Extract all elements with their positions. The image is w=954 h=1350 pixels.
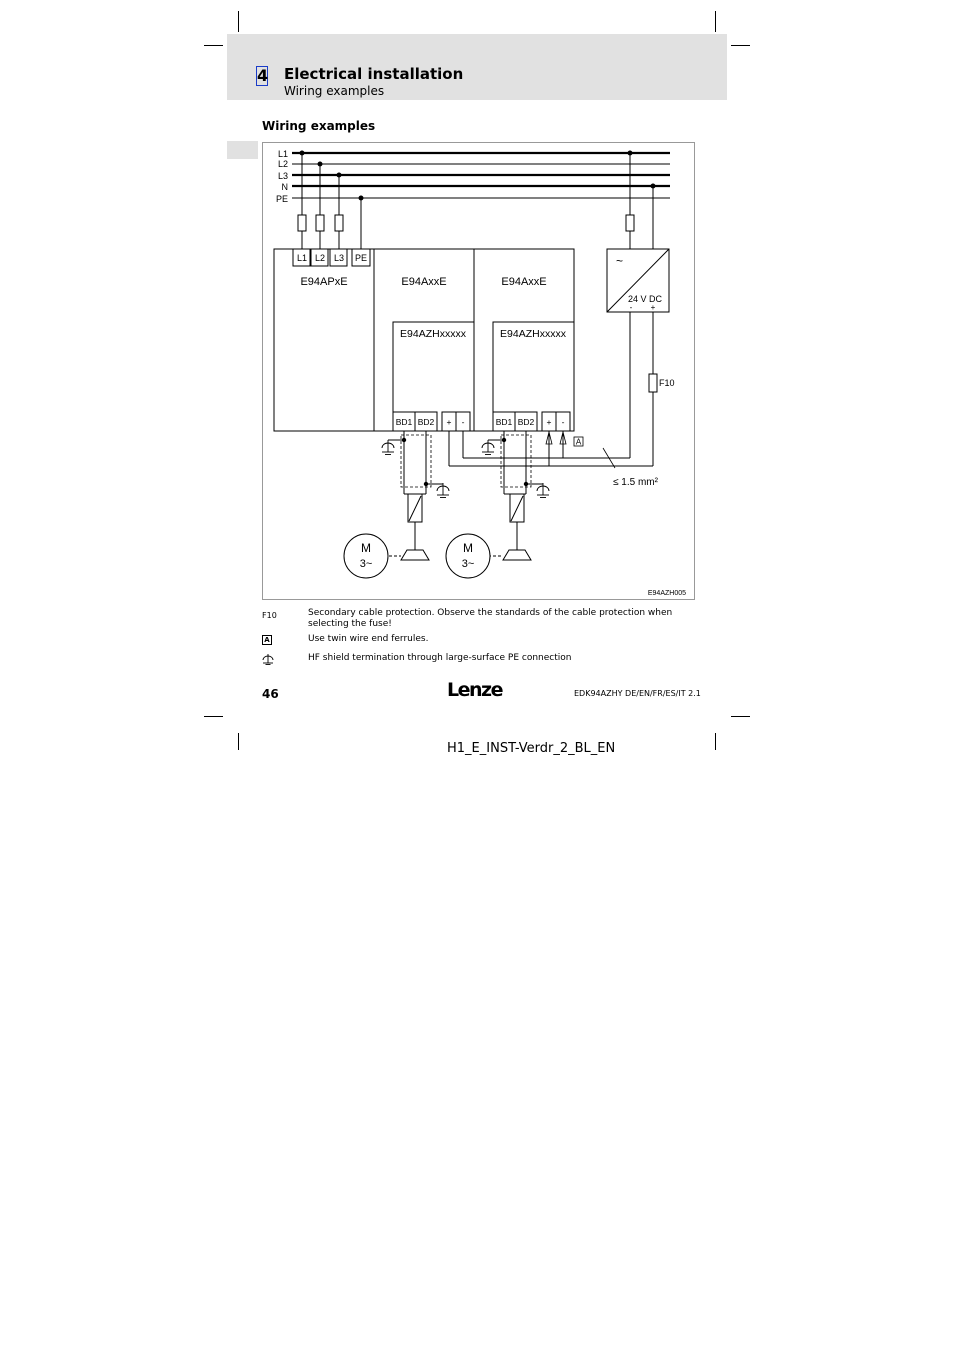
bus-label-n: N (281, 182, 288, 192)
bus-label-l2: L2 (277, 159, 288, 169)
psu-minus: - (629, 303, 633, 312)
module-supply-label: E94APxE (300, 276, 348, 288)
option-module-2-label: E94AZHxxxxx (500, 328, 566, 340)
legend-symbol-a: A (264, 636, 270, 644)
option-module-1-label: E94AZHxxxxx (400, 328, 466, 340)
fuse-f10-label: F10 (659, 378, 675, 388)
chapter-title: Electrical installation (284, 65, 464, 83)
opt1-bd1: BD1 (395, 417, 413, 427)
section-title: Wiring examples (262, 119, 376, 133)
document-id: EDK94AZHY DE/EN/FR/ES/IT 2.1 (574, 689, 701, 698)
opt1-minus: - (461, 417, 465, 427)
psu-label: 24 V DC (627, 294, 663, 304)
crop-mark-bottom-left-h (204, 716, 223, 717)
chapter-number: 4 (257, 66, 269, 85)
legend-text-f10: Secondary cable protection. Observe the standards of the cable protection when selecting the fuse! (308, 608, 673, 629)
motor-1-m: M (361, 541, 371, 555)
legend-text-shield: HF shield termination through large-surface PE connection (308, 653, 572, 663)
side-tab (227, 141, 258, 159)
supply-busbars (292, 153, 670, 198)
figure-id: E94AZH005 (647, 590, 686, 597)
crop-mark-top-right-v (715, 11, 716, 32)
crop-mark-top-left-v (238, 11, 239, 32)
crop-mark-bottom-right-h (731, 716, 750, 717)
opt2-bd1: BD1 (495, 417, 513, 427)
psu-tilde: ~ (616, 254, 624, 268)
page-number: 46 (262, 687, 279, 701)
bus-label-l3: L3 (277, 171, 288, 181)
psu-24vdc (607, 249, 669, 312)
terminal-pe: PE (354, 253, 368, 263)
feedback-cable-1 (384, 431, 431, 560)
motor-1 (344, 534, 388, 578)
crop-mark-bottom-right-v (715, 733, 716, 750)
pe-shield-icon (262, 653, 274, 665)
motor-2-phase: 3~ (461, 558, 475, 570)
crop-mark-top-right-h (731, 45, 750, 46)
opt1-bd2: BD2 (417, 417, 435, 427)
crop-mark-top-left-h (204, 45, 223, 46)
marker-a: A (575, 437, 582, 447)
legend-symbol-a-box (262, 635, 272, 645)
opt2-plus: + (546, 417, 552, 427)
terminal-l2: L2 (314, 253, 326, 263)
wiring-diagram (262, 142, 695, 600)
module-axis-1-label: E94AxxE (401, 276, 447, 288)
motor-2-m: M (463, 541, 473, 555)
mains-fuses (298, 215, 634, 231)
bus-label-l1: L1 (277, 149, 288, 159)
pe-shield-icon (382, 440, 549, 498)
motor-2 (446, 534, 490, 578)
opt2-bd2: BD2 (517, 417, 535, 427)
lenze-logo: Lenze (447, 679, 502, 701)
crop-mark-bottom-left-v (238, 733, 239, 750)
motor-1-phase: 3~ (359, 558, 373, 570)
terminal-l1: L1 (296, 253, 308, 263)
bus-label-pe: PE (275, 194, 288, 204)
module-axis-2-label: E94AxxE (501, 276, 547, 288)
psu-plus: + (650, 303, 656, 312)
legend-symbol-f10: F10 (262, 611, 277, 620)
cross-section-label: ≤ 1.5 mm² (613, 477, 658, 488)
chapter-subtitle: Wiring examples (284, 84, 385, 98)
feedback-cable-2 (488, 431, 531, 560)
terminal-l3: L3 (333, 253, 345, 263)
job-id: H1_E_INST-Verdr_2_BL_EN (447, 741, 616, 756)
opt1-plus: + (446, 417, 452, 427)
fuse-f10 (649, 374, 657, 392)
supply-drops (302, 153, 653, 250)
legend-text-a: Use twin wire end ferrules. (308, 634, 429, 644)
opt2-minus: - (561, 417, 565, 427)
